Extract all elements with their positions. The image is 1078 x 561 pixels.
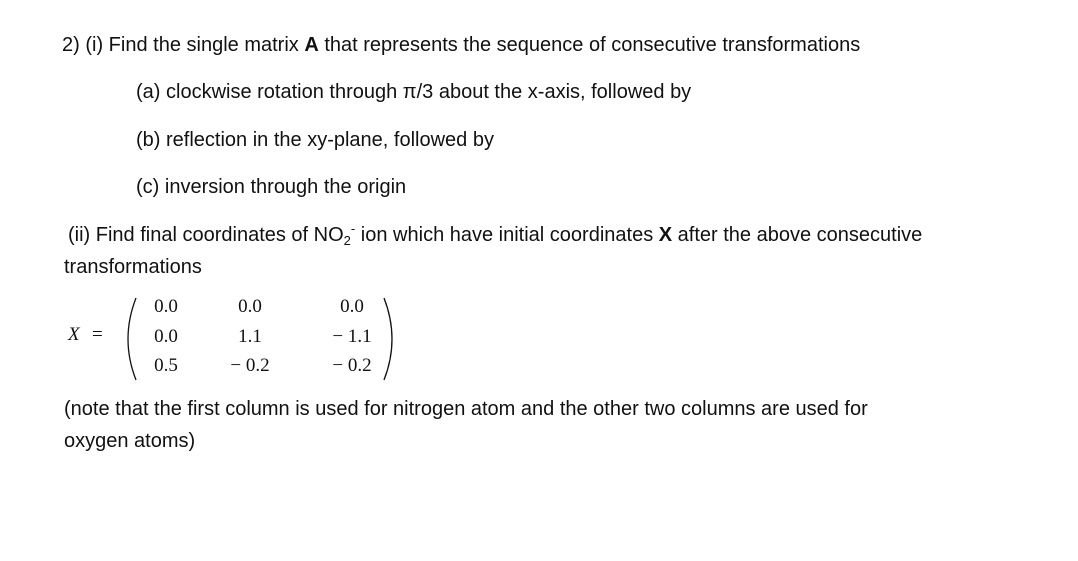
step-a: (a) clockwise rotation through π/3 about the x-axis, followed by [136,81,692,103]
part-ii-line-1 [68,223,922,247]
part-ii-line-2: transformations [64,256,202,278]
matrix-cell: 0.0 [340,296,364,317]
no2-superscript: - [350,221,356,236]
no2-subscript: 2 [343,233,351,248]
right-parenthesis [380,294,404,384]
intro-text-1: Find the single matrix [103,34,305,56]
matrix-cell: 0.0 [154,326,178,347]
equals-sign: = [92,324,103,345]
matrix-cell: 0.0 [238,296,262,317]
coordinate-matrix-equation [68,294,408,384]
part-ii-tail: after the above consecutive [672,224,923,246]
part-ii-middle: ion which have initial coordinates [355,224,659,246]
intro-text-2: that represents the sequence of consecutive transformations [318,34,861,56]
part-i-label: (i) [85,34,104,56]
question-heading [62,33,860,57]
matrix-cell: − 0.2 [230,355,270,376]
part-ii-lead: (ii) Find final coordinates of NO [68,224,344,246]
matrix-cell: − 1.1 [332,326,372,347]
question-number: 2) [62,34,80,56]
step-c: (c) inversion through the origin [136,176,407,198]
matrix-cell: 1.1 [238,326,262,347]
matrix-label: X [68,324,80,345]
matrix-cell: − 0.2 [332,355,372,376]
matrix-cell: 0.0 [154,296,178,317]
coordinates-symbol: X [658,224,673,246]
note-line-2: oxygen atoms) [64,430,196,452]
note-line-1: (note that the first column is used for nitrogen atom and the other two columns are used for [64,398,868,420]
matrix-name: A [304,34,319,56]
step-b: (b) reflection in the xy-plane, followed by [136,129,494,151]
matrix-cell: 0.5 [154,355,178,376]
